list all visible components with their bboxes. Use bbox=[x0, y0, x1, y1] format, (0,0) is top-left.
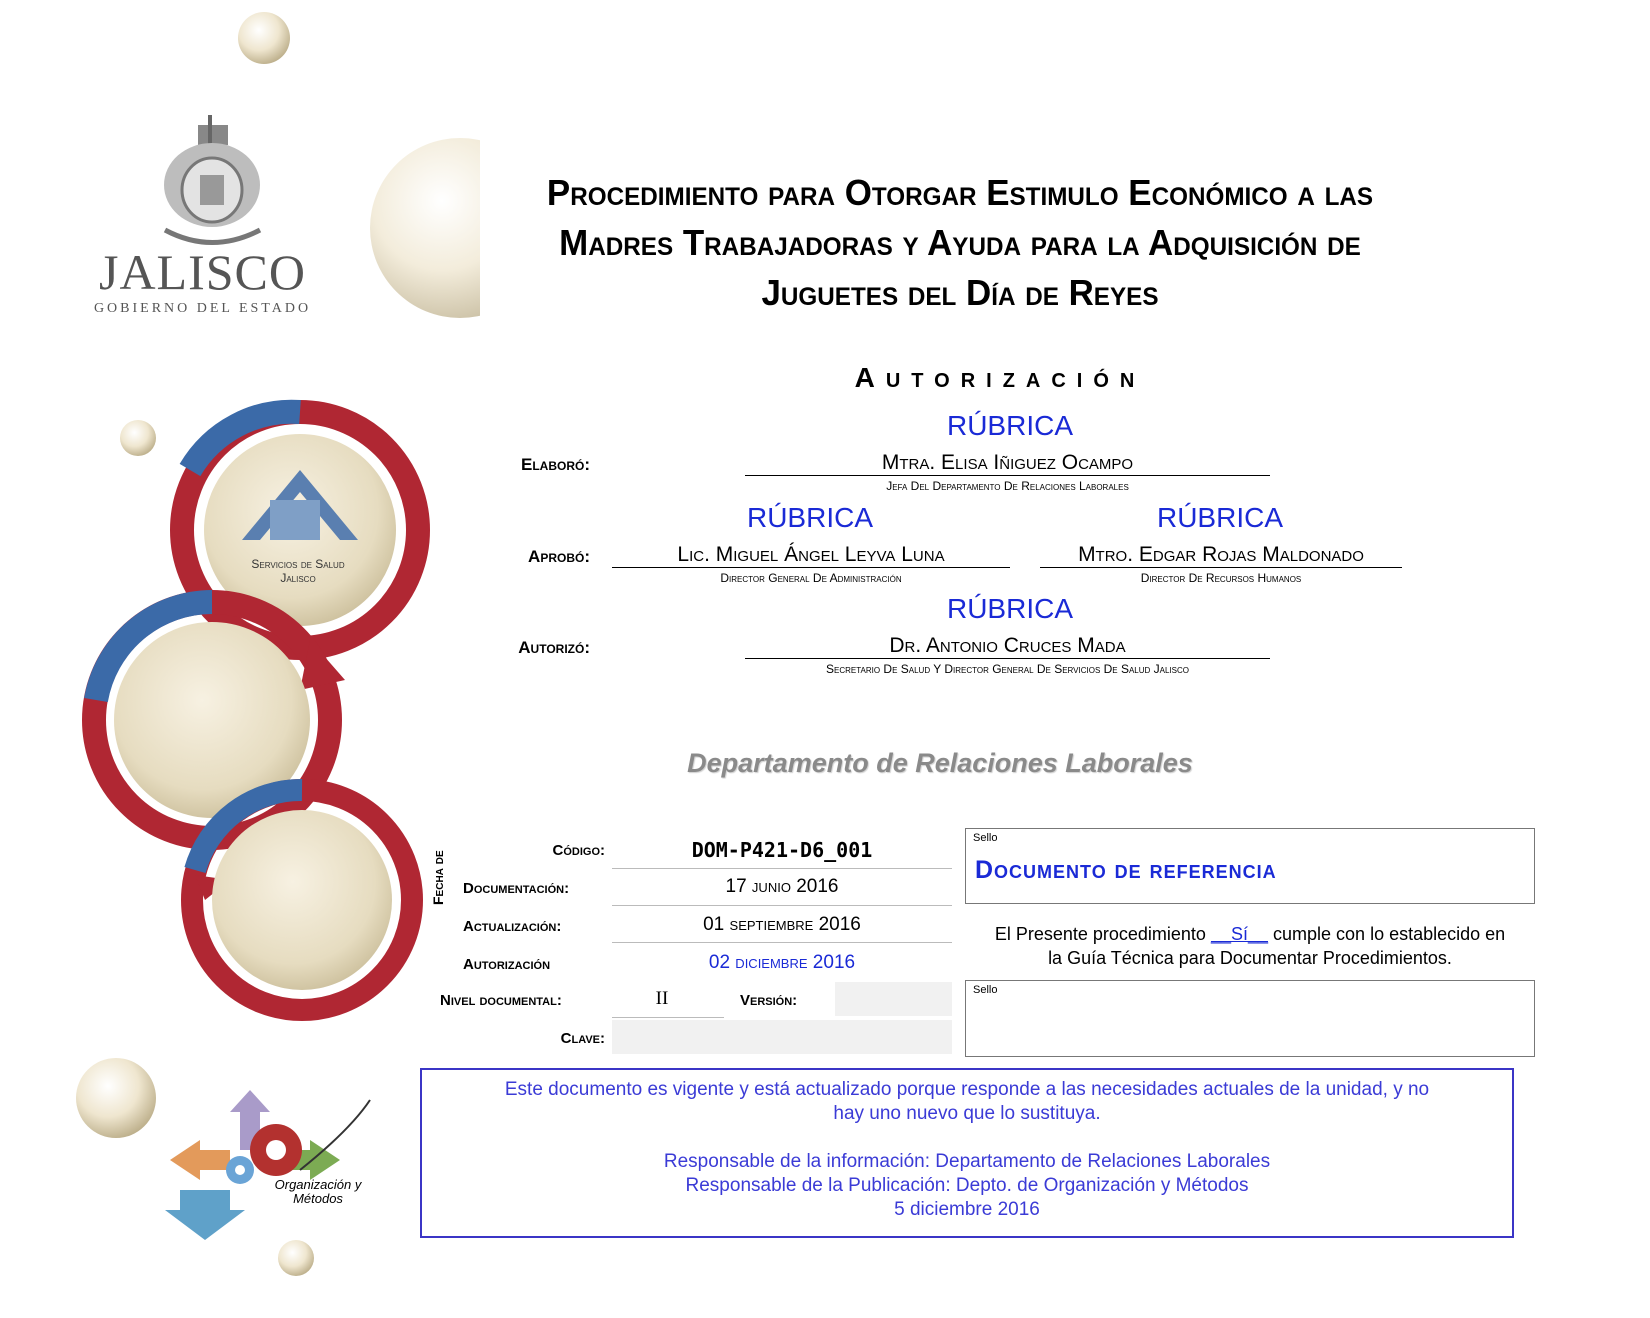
fecha-de-label: Fecha de bbox=[430, 850, 446, 905]
sello-box-bottom bbox=[965, 980, 1535, 1057]
actualizacion-value: 01 septiembre 2016 bbox=[703, 914, 861, 935]
logo-name: JALISCO bbox=[98, 244, 307, 300]
nivel-value: II bbox=[655, 988, 669, 1009]
autorizo-role: Secretario De Salud Y Director General De Servicios De Salud Jalisco bbox=[826, 662, 1189, 676]
om-label-line: Organización y bbox=[274, 1177, 362, 1192]
version-label: Versión: bbox=[740, 992, 798, 1009]
cumple-text: cumple con lo establecido en bbox=[1268, 924, 1506, 944]
aprobo-role-2: Director De Recursos Humanos bbox=[1140, 571, 1302, 585]
title-line: Madres Trabajadoras y Ayuda para la Adquisición de bbox=[559, 222, 1361, 263]
divider bbox=[612, 942, 952, 943]
divider bbox=[612, 1017, 724, 1018]
notice-line: Este documento es vigente y está actualizado porque responde a las necesidades actuales de la unidad, y no bbox=[504, 1079, 1430, 1100]
cumple-text: El Presente procedimiento bbox=[994, 924, 1211, 944]
clave-label: Clave: bbox=[560, 1030, 605, 1047]
aprobo-name-2: Mtro. Edgar Rojas Maldonado bbox=[1040, 543, 1402, 568]
sello-label: Sello bbox=[973, 832, 998, 844]
coat-of-arms-icon bbox=[164, 115, 260, 243]
documentacion-value: 17 junio 2016 bbox=[725, 876, 839, 897]
ssj-label-line: Servicios de Salud bbox=[251, 557, 345, 571]
elaboro-role: Jefa Del Departamento De Relaciones Laborales bbox=[886, 479, 1129, 493]
title-line: Juguetes del Día de Reyes bbox=[761, 272, 1159, 313]
actualizacion-label: Actualización: bbox=[463, 918, 562, 935]
middle-ring bbox=[94, 602, 345, 838]
codigo-label: Código: bbox=[552, 842, 605, 859]
notice-line: hay uno nuevo que lo sustituya. bbox=[833, 1103, 1101, 1124]
documento-referencia: Documento de referencia bbox=[975, 856, 1277, 884]
organizacion-metodos-icon bbox=[165, 1090, 370, 1240]
cumple-line bbox=[960, 922, 1540, 946]
cumple-si: __Sí__ bbox=[1210, 924, 1269, 944]
decorative-pearl bbox=[278, 1240, 314, 1276]
logo-subtitle: GOBIERNO DEL ESTADO bbox=[93, 301, 312, 316]
decorative-pearl bbox=[76, 1058, 156, 1138]
autorizo-name: Dr. Antonio Cruces Mada bbox=[745, 634, 1270, 659]
documentacion-label: Documentación: bbox=[463, 880, 570, 897]
vigencia-notice bbox=[420, 1068, 1514, 1238]
rubrica-aprobo-1: RÚBRICA bbox=[746, 502, 873, 533]
notice-line: Responsable de la información: Departamento de Relaciones Laborales bbox=[663, 1151, 1271, 1172]
elaboro-name: Mtra. Elisa Iñiguez Ocampo bbox=[745, 451, 1270, 476]
rubrica-autorizo: RÚBRICA bbox=[946, 593, 1073, 624]
autorizo-label: Autorizó: bbox=[518, 638, 590, 657]
autorizacion-value: 02 diciembre 2016 bbox=[708, 952, 856, 973]
notice-line: Responsable de la Publicación: Depto. de Organización y Métodos bbox=[685, 1175, 1249, 1196]
jalisco-logo bbox=[80, 245, 325, 317]
autorizacion-label: Autorización bbox=[463, 956, 551, 973]
aprobo-role-1: Director General De Administración bbox=[720, 571, 902, 585]
divider bbox=[612, 905, 952, 906]
aprobo-label: Aprobó: bbox=[528, 547, 590, 566]
sello-label: Sello bbox=[973, 984, 998, 996]
notice-line: 5 diciembre 2016 bbox=[894, 1199, 1040, 1220]
decorative-pearl bbox=[120, 420, 156, 456]
om-label bbox=[258, 1178, 378, 1206]
version-field bbox=[835, 982, 952, 1016]
department-name: Departamento de Relaciones Laborales bbox=[687, 748, 1193, 778]
codigo-value: DOM-P421-D6_001 bbox=[691, 838, 873, 862]
cumple-statement bbox=[960, 922, 1540, 970]
decorative-pearl bbox=[238, 12, 290, 64]
rubrica-elaboro: RÚBRICA bbox=[946, 410, 1073, 441]
clave-field bbox=[612, 1020, 952, 1054]
om-label-line: Métodos bbox=[293, 1191, 343, 1206]
cumple-line: la Guía Técnica para Documentar Procedimientos. bbox=[1048, 948, 1452, 968]
rubrica-aprobo-2: RÚBRICA bbox=[1156, 502, 1283, 533]
ssj-label bbox=[228, 557, 368, 585]
title-line: Procedimiento para Otorgar Estimulo Económico a las bbox=[546, 172, 1374, 213]
elaboro-label: Elaboró: bbox=[521, 455, 590, 474]
section-title: Autorización bbox=[854, 362, 1146, 393]
bottom-ring bbox=[192, 790, 412, 1010]
document-title bbox=[397, 168, 1522, 318]
ssj-label-line: Jalisco bbox=[280, 571, 316, 585]
divider bbox=[612, 868, 952, 869]
nivel-label: Nivel documental: bbox=[440, 992, 562, 1009]
aprobo-name-1: Lic. Miguel Ángel Leyva Luna bbox=[612, 543, 1010, 568]
